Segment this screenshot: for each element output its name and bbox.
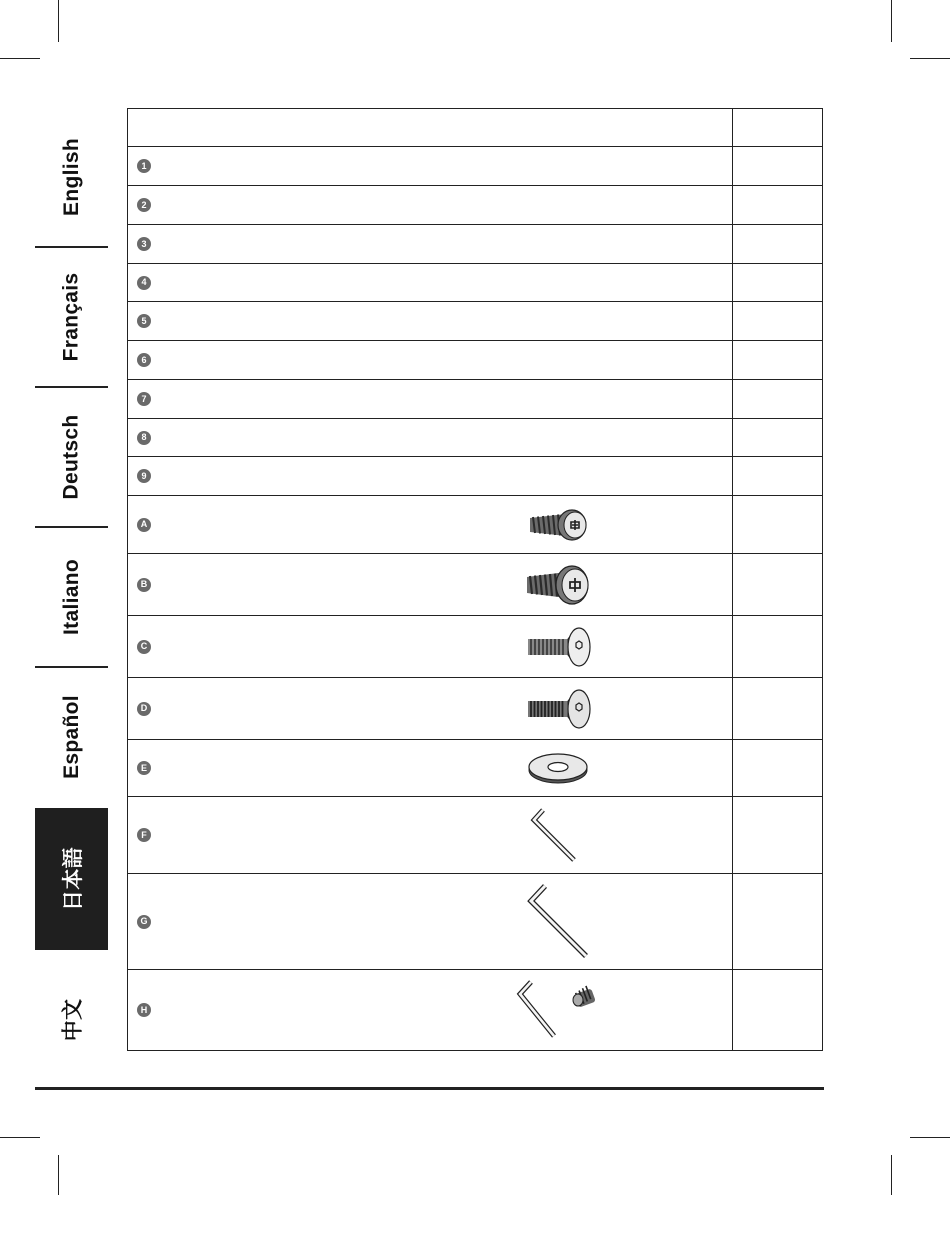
quantity-cell xyxy=(733,302,823,341)
flat-head-hex-bolt-short-icon xyxy=(526,687,592,731)
table-row xyxy=(128,457,823,496)
washer-icon xyxy=(526,750,590,786)
table-row xyxy=(128,970,823,1051)
tab-deutsch[interactable] xyxy=(35,388,108,526)
part-number-badge: 3 xyxy=(137,237,151,251)
tab-label: 日本語 xyxy=(61,847,85,911)
table-row xyxy=(128,186,823,225)
quantity-cell xyxy=(733,970,823,1051)
part-number-badge: 7 xyxy=(137,392,151,406)
table-row xyxy=(128,264,823,302)
quantity-cell xyxy=(733,554,823,616)
table-header-row xyxy=(128,109,823,147)
table-row xyxy=(128,302,823,341)
tab-chinese[interactable] xyxy=(35,955,108,1085)
part-number-badge: 5 xyxy=(137,314,151,328)
tab-japanese[interactable] xyxy=(35,808,108,950)
part-number-badge: 6 xyxy=(137,353,151,367)
crop-mark xyxy=(58,0,59,42)
allen-key-with-set-screw-icon xyxy=(516,978,606,1042)
quantity-cell xyxy=(733,678,823,740)
table-row xyxy=(128,616,823,678)
allen-key-large-icon xyxy=(526,882,592,962)
crop-mark xyxy=(891,1155,892,1195)
quantity-cell xyxy=(733,616,823,678)
tab-francais[interactable] xyxy=(35,248,108,386)
table-row xyxy=(128,678,823,740)
tab-label: Italiano xyxy=(59,559,83,635)
allen-key-small-icon xyxy=(530,806,582,864)
table-row xyxy=(128,874,823,970)
tab-italiano[interactable] xyxy=(35,528,108,666)
parts-table xyxy=(127,108,823,1051)
tab-english[interactable] xyxy=(35,108,108,246)
part-letter-badge: F xyxy=(137,828,151,842)
table-row xyxy=(128,419,823,457)
table-row xyxy=(128,554,823,616)
part-letter-badge: D xyxy=(137,702,151,716)
flat-head-hex-bolt-icon xyxy=(526,625,592,669)
quantity-cell xyxy=(733,186,823,225)
quantity-cell xyxy=(733,740,823,797)
crop-mark xyxy=(58,1155,59,1195)
table-row xyxy=(128,341,823,380)
crop-mark xyxy=(0,58,40,59)
phillips-screw-small-icon xyxy=(526,507,588,543)
crop-mark xyxy=(910,58,950,59)
table-row xyxy=(128,147,823,186)
part-letter-badge: G xyxy=(137,915,151,929)
phillips-screw-large-icon xyxy=(524,563,590,607)
table-row xyxy=(128,225,823,264)
footer-rule xyxy=(35,1087,824,1090)
quantity-cell xyxy=(733,874,823,970)
table-row xyxy=(128,496,823,554)
part-letter-badge: A xyxy=(137,518,151,532)
part-number-badge: 8 xyxy=(137,431,151,445)
quantity-cell xyxy=(733,264,823,302)
part-letter-badge: C xyxy=(137,640,151,654)
quantity-cell xyxy=(733,225,823,264)
part-number-badge: 1 xyxy=(137,159,151,173)
quantity-cell xyxy=(733,419,823,457)
tab-label: English xyxy=(59,138,83,216)
quantity-cell xyxy=(733,341,823,380)
table-row xyxy=(128,740,823,797)
part-letter-badge: B xyxy=(137,578,151,592)
table-row xyxy=(128,380,823,419)
crop-mark xyxy=(891,0,892,42)
quantity-cell xyxy=(733,496,823,554)
quantity-cell xyxy=(733,380,823,419)
tab-label: Español xyxy=(59,695,83,779)
part-number-badge: 9 xyxy=(137,469,151,483)
header-cell-part xyxy=(128,109,733,147)
part-number-badge: 4 xyxy=(137,276,151,290)
quantity-cell xyxy=(733,457,823,496)
quantity-cell xyxy=(733,147,823,186)
tab-label: 中文 xyxy=(61,998,85,1042)
part-number-badge: 2 xyxy=(137,198,151,212)
header-cell-quantity xyxy=(733,109,823,147)
tab-espanol[interactable] xyxy=(35,668,108,806)
crop-mark xyxy=(0,1137,40,1138)
quantity-cell xyxy=(733,797,823,874)
table-row xyxy=(128,797,823,874)
tab-label: Deutsch xyxy=(59,414,83,500)
crop-mark xyxy=(910,1137,950,1138)
part-letter-badge: H xyxy=(137,1003,151,1017)
tab-label: Français xyxy=(59,272,83,362)
part-letter-badge: E xyxy=(137,761,151,775)
